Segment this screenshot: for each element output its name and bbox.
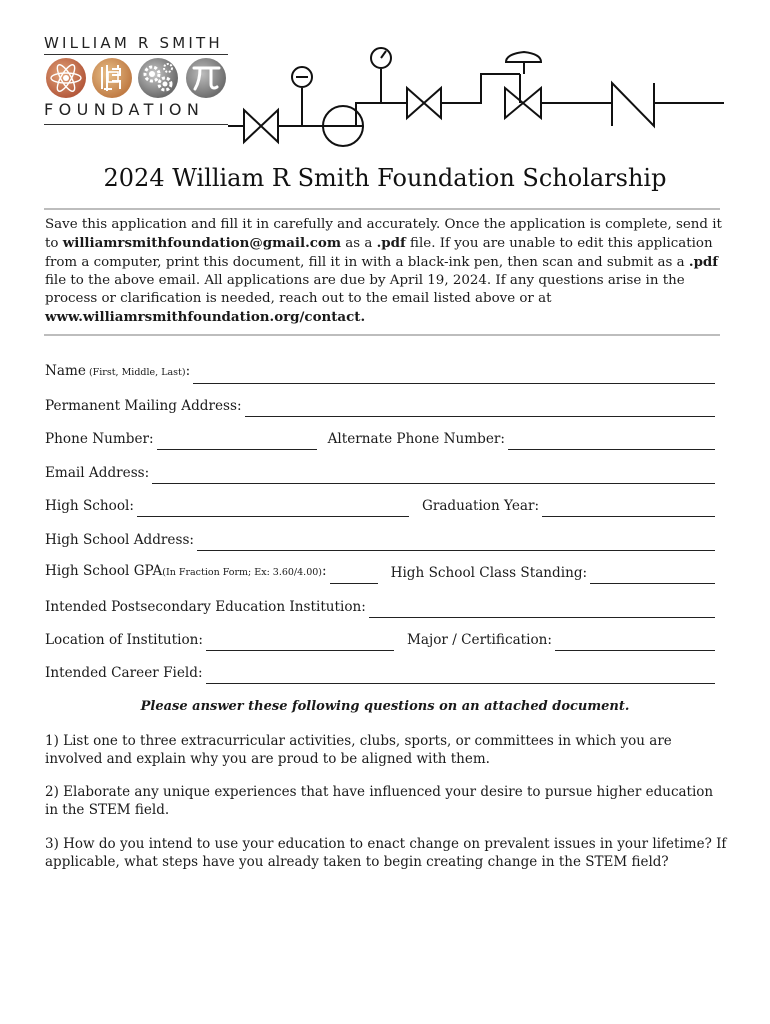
phone-label: Phone Number: [45,431,154,447]
hs-address-field[interactable] [197,536,715,551]
class-standing-label: High School Class Standing: [390,565,588,581]
email-field[interactable] [152,469,715,484]
high-school-label: High School: [45,498,134,514]
intro-text-3: file. If you are unable to edit this application from a computer, print this document, fill it in with a black-ink pen, then scan and submit as a [45,236,713,270]
question-3: 3) How do you intend to use your education to enact change on prevalent issues in your lifetime? If applicable, what steps have you already taken to begin creating change in the STEM field? [45,836,727,870]
phone-field[interactable] [157,435,317,450]
page-title: 2024 William R Smith Foundation Scholarship [103,164,667,192]
career-field[interactable] [206,669,715,684]
alt-phone-label: Alternate Phone Number: [327,431,506,447]
divider-bottom [44,334,720,336]
address-field[interactable] [245,402,715,417]
name-label: Name (First, Middle, Last): [45,363,191,379]
contact-url: www.williamrsmithfoundation.org/contact. [45,309,366,325]
gpa-field[interactable] [330,569,378,584]
high-school-field[interactable] [137,502,409,517]
hs-address-row [45,529,715,551]
name-field[interactable] [193,369,715,384]
location-label: Location of Institution: [45,632,203,648]
contact-email: williamrsmithfoundation@gmail.com [62,235,342,251]
logo-name-bottom: FOUNDATION [44,100,205,119]
pdf-format-2: .pdf [688,254,719,270]
intro-text-2: as a [341,236,377,251]
location-row [45,629,715,651]
phone-row [45,428,715,450]
grad-year-label: Graduation Year: [421,498,540,514]
major-label: Major / Certification: [407,632,553,648]
question-1: 1) List one to three extracurricular activities, clubs, sports, or committees in which you are involved and explain why you are proud to be aligned with them. [45,733,672,767]
gpa-row [45,562,715,584]
high-school-row [45,495,715,517]
institution-label: Intended Postsecondary Education Institution: [45,599,366,615]
address-row [45,395,715,417]
gpa-note: (In Fraction Form; Ex: 3.60/4.00) [162,567,322,578]
class-standing-field[interactable] [590,569,715,584]
intro-paragraph [45,216,725,327]
intro-text-4: file to the above email. All applications are due by April 19, 2024. If any questions arise in the process or clarification is needed, reach out to the email listed above or at [45,273,685,306]
instruction-text: Please answer these following questions on an attached document. [140,699,630,714]
alt-phone-field[interactable] [508,435,715,450]
email-row [45,462,715,484]
intro-text-1: Save this application and fill it in carefully and accurately. Once the application is complete, send it to [45,217,722,251]
question-2: 2) Elaborate any unique experiences that have influenced your desire to pursue higher education in the STEM field. [45,784,714,818]
career-row [45,662,715,684]
piping-diagram-icon [0,0,770,160]
email-label: Email Address: [45,465,150,481]
major-field[interactable] [555,636,715,651]
logo-name-top: WILLIAM R SMITH [44,34,223,52]
hs-address-label: High School Address: [45,532,194,548]
name-row [45,362,715,384]
name-note: (First, Middle, Last) [85,367,186,378]
institution-row [45,596,715,618]
header [0,0,770,160]
address-label: Permanent Mailing Address: [45,398,242,414]
institution-field[interactable] [369,603,715,618]
grad-year-field[interactable] [542,502,715,517]
location-field[interactable] [206,636,394,651]
gpa-label: High School GPA(In Fraction Form; Ex: 3.60/4.00): [45,563,327,579]
pdf-format-1: .pdf [376,235,406,251]
divider-top [44,208,720,210]
career-label: Intended Career Field: [45,665,203,681]
